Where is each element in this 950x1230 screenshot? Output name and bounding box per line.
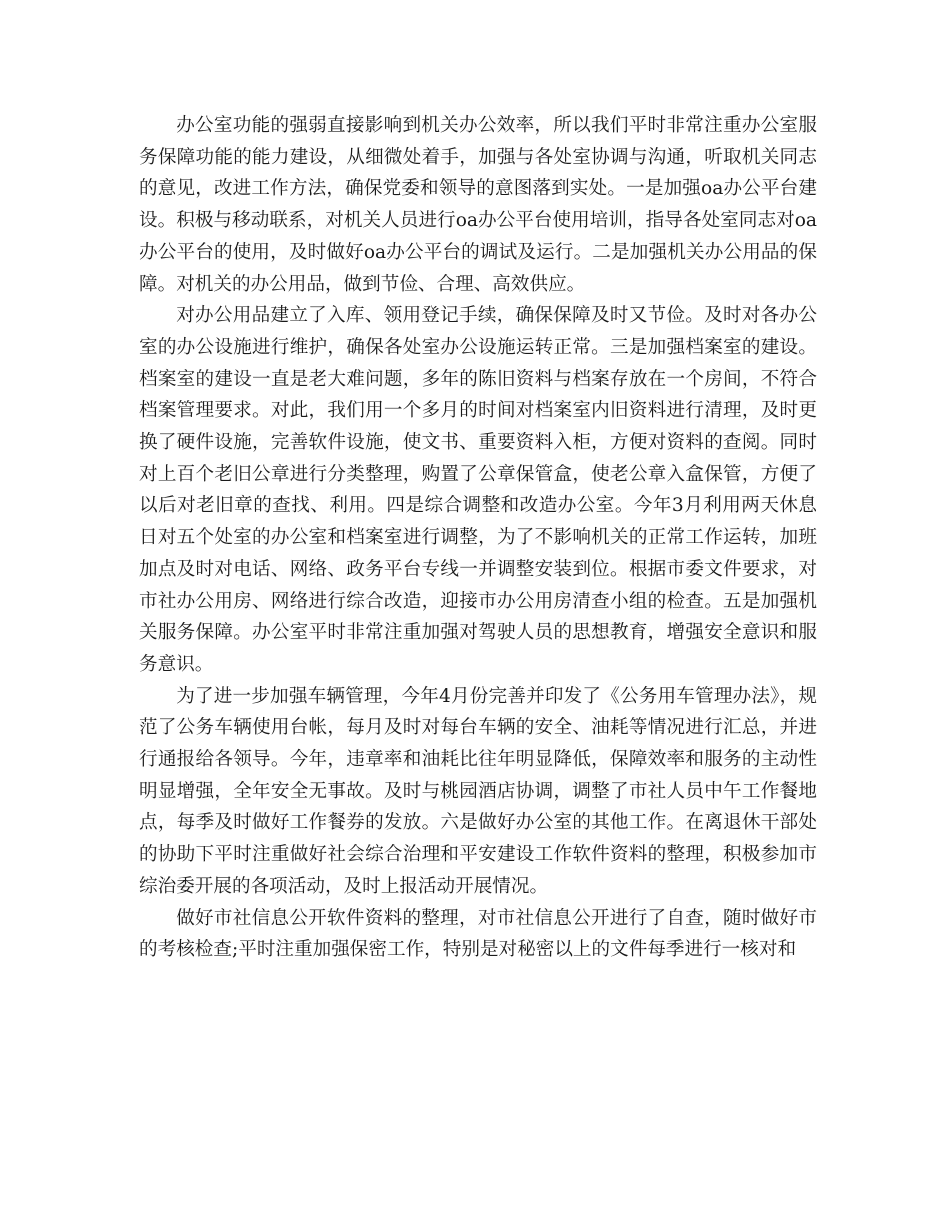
- document-body: [139, 110, 817, 966]
- paragraph-2: 对办公用品建立了入库、领用登记手续，确保保障及时又节俭。及时对各办公室的办公设施进行维护，确保各处室办公设施运转正常。三是加强档案室的建设。档案室的建设一直是老大难问题，多年的陈旧资料与档案存放在一个房间，不符合档案管理要求。对此，我们用一个多月的时间对档案室内旧资料进行清理，及时更换了硬件设施，完善软件设施，使文书、重要资料入柜，方便对资料的查阅。同时对上百个老旧公章进行分类整理，购置了公章保管盒，使老公章入盒保管，方便了以后对老旧章的查找、利用。四是综合调整和改造办公室。今年3月利用两天休息日对五个处室的办公室和档案室进行调整，为了不影响机关的正常工作运转，加班加点及时对电话、网络、政务平台专线一并调整安装到位。根据市委文件要求，对市社办公用房、网络进行综合改造，迎接市办公用房清查小组的检查。五是加强机关服务保障。办公室平时非常注重加强对驾驶人员的思想教育，增强安全意识和服务意识。: [139, 305, 817, 675]
- paragraph-4: 做好市社信息公开软件资料的整理，对市社信息公开进行了自查，随时做好市的考核检查;平时注重加强保密工作，特别是对秘密以上的文件每季进行一核对和: [139, 907, 817, 961]
- paragraph-1: 办公室功能的强弱直接影响到机关办公效率，所以我们平时非常注重办公室服务保障功能的能力建设，从细微处着手，加强与各处室协调与沟通，听取机关同志的意见，改进工作方法，确保党委和领导的意图落到实处。一是加强oa办公平台建设。积极与移动联系，对机关人员进行oa办公平台使用培训，指导各处室同志对oa办公平台的使用，及时做好oa办公平台的调试及运行。二是加强机关办公用品的保障。对机关的办公用品，做到节俭、合理、高效供应。: [139, 115, 817, 295]
- paragraph-3: 为了进一步加强车辆管理，今年4月份完善并印发了《公务用车管理办法》，规范了公务车辆使用台帐，每月及时对每台车辆的安全、油耗等情况进行汇总，并进行通报给各领导。今年，违章率和油耗比往年明显降低，保障效率和服务的主动性明显增强，全年安全无事故。及时与桃园酒店协调，调整了市社人员中午工作餐地点，每季及时做好工作餐券的发放。六是做好办公室的其他工作。在离退休干部处的协助下平时注重做好社会综合治理和平安建设工作软件资料的整理，积极参加市综治委开展的各项活动，及时上报活动开展情况。: [139, 685, 817, 897]
